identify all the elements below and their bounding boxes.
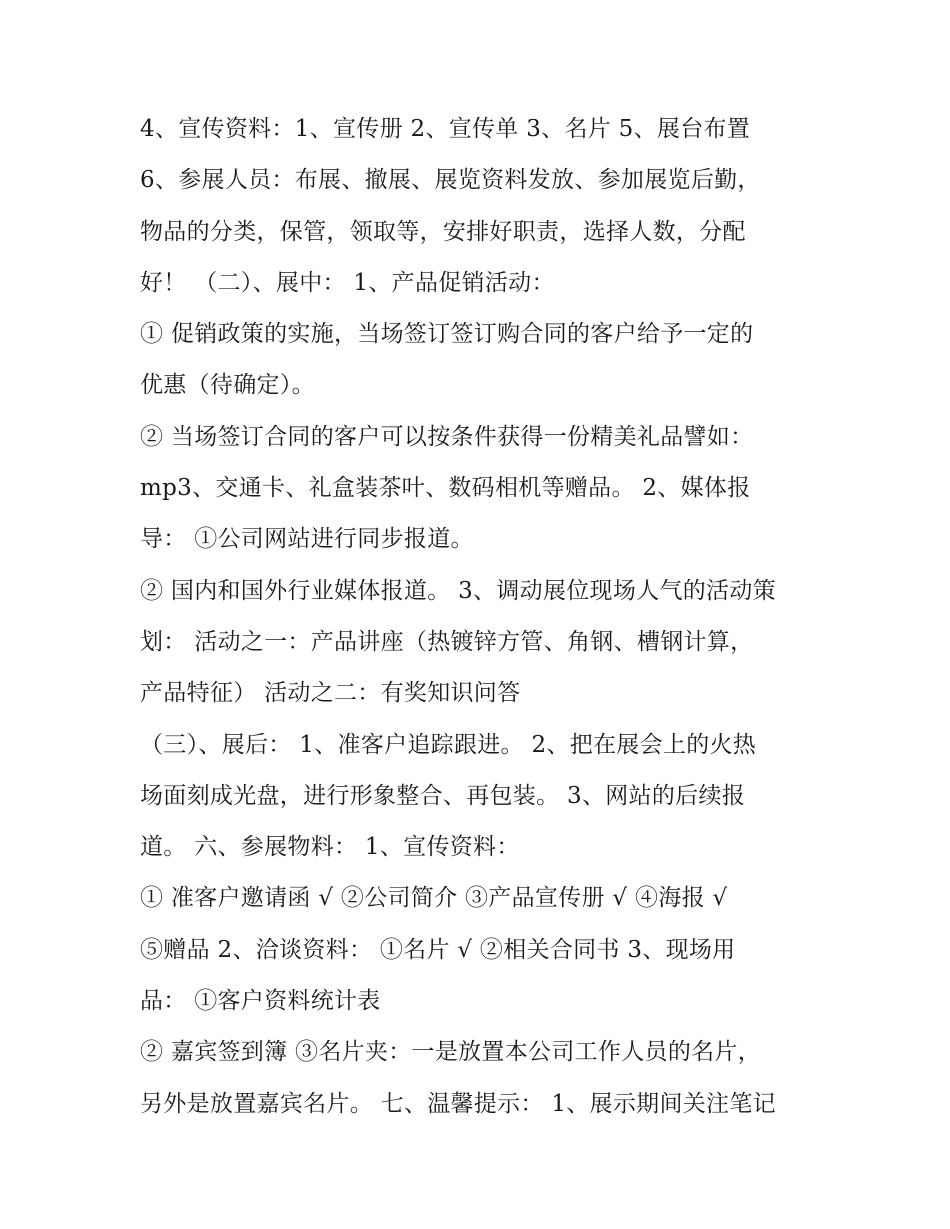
text-line: 优惠（待确定）。 [140, 372, 315, 399]
text-line: 场面刻成光盘，进行形象整合、再包装。 3、网站的后续报 [140, 782, 746, 809]
text-line: mp3、交通卡、礼盒装茶叶、数码相机等赠品。 2、媒体报 [140, 475, 751, 502]
text-line: 6、参展人员：布展、撤展、展览资料发放、参加展览后勤， [140, 167, 761, 194]
text-line: 划： 活动之一：产品讲座（热镀锌方管、角钢、槽钢计算， [140, 628, 754, 655]
text-line: 导： ①公司网站进行同步报道。 [140, 526, 474, 553]
text-line: 物品的分类，保管，领取等，安排好职责，选择人数，分配 [140, 218, 746, 245]
text-line: 另外是放置嘉宾名片。 七、温馨提示： 1、展示期间关注笔记 [140, 1090, 776, 1117]
text-line: 产品特征） 活动之二：有奖知识问答 [140, 680, 521, 707]
text-line: （三）、展后： 1、准客户追踪跟进。 2、把在展会上的火热 [140, 731, 757, 758]
text-line: 好！ （二）、展中： 1、产品促销活动： [140, 269, 555, 296]
text-line: ② 当场签订合同的客户可以按条件获得一份精美礼品譬如： [140, 423, 754, 450]
text-line: 道。 六、参展物料： 1、宣传资料： [140, 834, 520, 861]
text-line: ② 嘉宾签到簿 ③名片夹：一是放置本公司工作人员的名片， [140, 1039, 762, 1066]
text-line: 品： ①客户资料统计表 [140, 988, 381, 1015]
text-line: ① 促销政策的实施，当场签订签订购合同的客户给予一定的 [140, 321, 754, 348]
text-line: ② 国内和国外行业媒体报道。 3、调动展位现场人气的活动策 [140, 577, 776, 604]
document-body [140, 104, 830, 1130]
text-line: 4、宣传资料：1、宣传册 2、宣传单 3、名片 5、展台布置 [140, 116, 751, 142]
text-line: ① 准客户邀请函 √ ②公司简介 ③产品宣传册 √ ④海报 √ [140, 885, 728, 912]
text-line: ⑤赠品 2、洽谈资料： ①名片 √ ②相关合同书 3、现场用 [140, 936, 736, 963]
